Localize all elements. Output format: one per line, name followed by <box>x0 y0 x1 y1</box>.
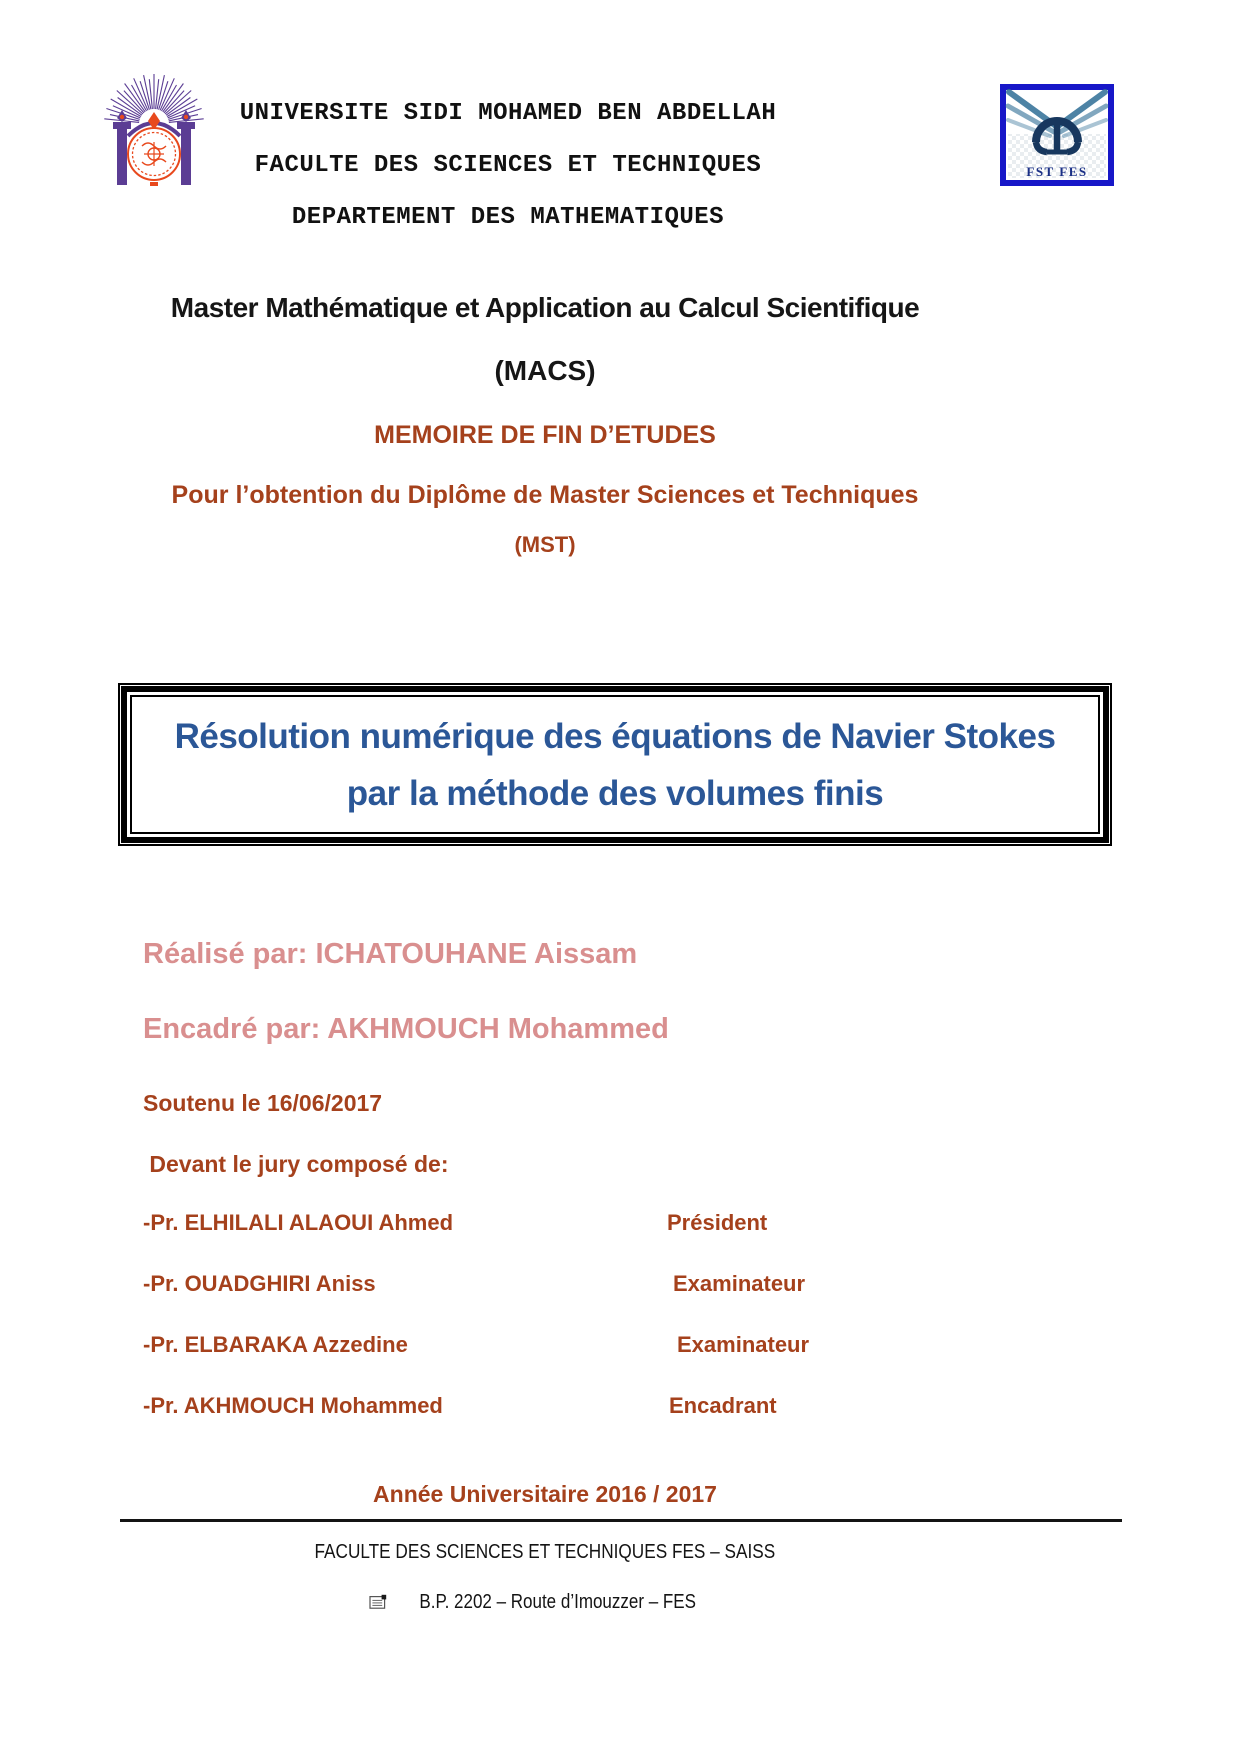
thesis-title-box-mid <box>121 686 1109 843</box>
university-name: UNIVERSITE SIDI MOHAMED BEN ABDELLAH <box>239 100 777 127</box>
thesis-title-line2: par la méthode des volumes finis <box>346 773 884 813</box>
thesis-title-line1: Résolution numérique des équations de Navier Stokes <box>174 716 1056 756</box>
jury-list <box>143 1210 1093 1454</box>
diplome-subtitle: Pour l’obtention du Diplôme de Master Sciences et Techniques <box>171 481 919 509</box>
department-name: DEPARTEMENT DES MATHEMATIQUES <box>291 204 725 231</box>
mail-icon <box>369 1593 388 1616</box>
jury-role: Examinateur <box>673 1271 806 1296</box>
annee-universitaire: Année Universitaire 2016 / 2017 <box>373 1481 717 1507</box>
realise-par: Réalisé par: ICHATOUHANE Aissam <box>143 938 638 970</box>
jury-name: -Pr. ELHILALI ALAOUI Ahmed <box>143 1210 454 1235</box>
footer-divider <box>120 1519 1122 1522</box>
thesis-title-box <box>118 683 1112 846</box>
master-abbr: (MACS) <box>494 355 596 386</box>
footer-address <box>0 1591 1090 1616</box>
university-header <box>0 88 1016 244</box>
memoire-title: MEMOIRE DE FIN D’ETUDES <box>374 421 716 449</box>
footer-faculty <box>0 1541 1090 1564</box>
fst-fes-label: FST FES <box>1026 164 1088 179</box>
faculty-name: FACULTE DES SCIENCES ET TECHNIQUES <box>254 152 762 179</box>
jury-name: -Pr. OUADGHIRI Aniss <box>143 1271 376 1296</box>
jury-role: Président <box>667 1210 768 1235</box>
jury-row <box>143 1332 1093 1393</box>
encadre-par: Encadré par: AKHMOUCH Mohammed <box>143 1013 669 1045</box>
soutenu-date: Soutenu le 16/06/2017 <box>143 1090 383 1116</box>
jury-role: Examinateur <box>677 1332 810 1357</box>
jury-name: -Pr. AKHMOUCH Mohammed <box>143 1393 443 1418</box>
jury-role: Encadrant <box>669 1393 777 1418</box>
jury-row <box>143 1210 1093 1271</box>
jury-row <box>143 1393 1093 1454</box>
diplome-abbr: (MST) <box>514 532 576 557</box>
footer-address-text: B.P. 2202 – Route d’Imouzzer – FES <box>419 1591 697 1613</box>
footer-faculty-text: FACULTE DES SCIENCES ET TECHNIQUES FES – SAISS <box>314 1541 776 1563</box>
jury-row <box>143 1271 1093 1332</box>
fst-fes-graphic <box>1000 84 1114 186</box>
jury-intro: Devant le jury composé de: <box>143 1151 449 1177</box>
thesis-title <box>130 695 1100 834</box>
fst-fes-logo <box>1000 84 1114 186</box>
master-title: Master Mathématique et Application au Calcul Scientifique <box>170 292 920 323</box>
jury-name: -Pr. ELBARAKA Azzedine <box>143 1332 408 1357</box>
